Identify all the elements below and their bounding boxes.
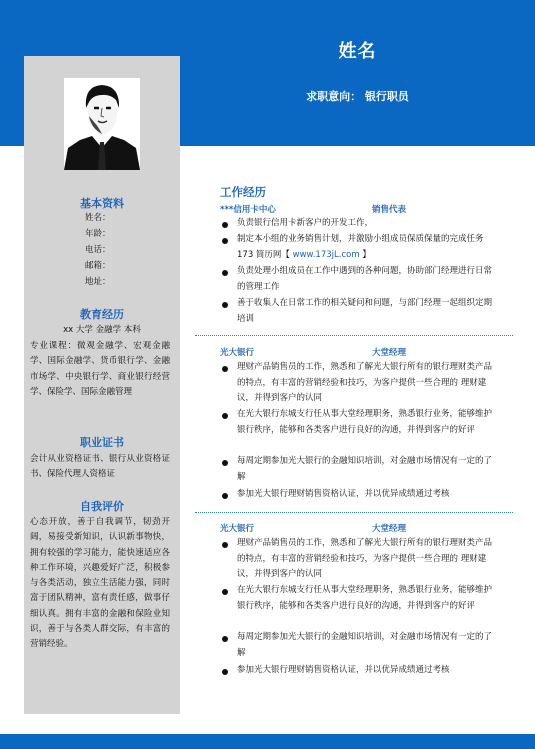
job-duty: 在光大银行东城支行任从事大堂经理职务，熟悉银行业务，能够维护银行秩序，能够和各类客户进行良好的沟通，并得到客户的好评	[237, 585, 493, 611]
profile-photo	[64, 78, 140, 170]
bullet	[222, 302, 228, 308]
job-company: 光大银行	[220, 524, 255, 534]
footer-bar	[0, 734, 535, 749]
bullet	[222, 366, 228, 372]
job-duty: 负责处理小组成员在工作中遇到的各种问题，协助部门经理进行日常的管理工作	[237, 266, 493, 292]
candidate-name: 姓名	[338, 41, 377, 62]
bullet	[222, 413, 228, 419]
job-position: 销售代表	[372, 205, 407, 215]
job-duty: 每周定期参加光大银行的金融知识培训，对金融市场情况有一定的了解	[237, 632, 493, 658]
bullet	[222, 636, 228, 642]
certificates-title: 职业证书	[80, 436, 124, 449]
education-title: 教育经历	[80, 308, 124, 321]
bullet	[222, 238, 228, 244]
email-field: 邮箱：	[85, 261, 111, 271]
job-duty: 制定本小组的业务销售计划，并激励小组成员保质保量的完成任务 173 简历网【 www.173jL.com 】	[237, 234, 484, 260]
address-field: 地址：	[85, 277, 111, 287]
basic-info-title: 基本资料	[80, 197, 124, 210]
portrait-image	[64, 78, 140, 170]
self-eval-title: 自我评价	[80, 500, 124, 513]
section-divider	[195, 512, 513, 513]
bullet	[222, 270, 228, 276]
job-position: 大堂经理	[372, 524, 407, 534]
bullet	[222, 589, 228, 595]
section-divider	[195, 335, 513, 336]
job-duty: 参加光大银行理财销售资格认证，并以优异成绩通过考核	[237, 489, 450, 499]
work-experience-title: 工作经历	[220, 185, 266, 199]
job-duty: 参加光大银行理财销售资格认证，并以优异成绩通过考核	[237, 665, 450, 675]
job-intent	[180, 88, 535, 104]
job-duty: 负责银行信用卡新客户的开发工作，	[237, 218, 374, 228]
job-duty: 每周定期参加光大银行的金融知识培训，对金融市场情况有一定的了解	[237, 456, 493, 482]
education-courses: 专业课程：微观金融学、宏观金融学、国际金融学、货币银行学、金融市场学、中央银行学、商业银行经营学、保险学、国际金融管理	[30, 341, 170, 397]
job-duty: 善于收集人在日常工作的相关疑问和问题，与部门经理一起组织定期培训	[237, 298, 493, 324]
job-intent-label: 求职意向：	[306, 90, 362, 103]
job-duty: 在光大银行东城支行任从事大堂经理职务，熟悉银行业务，能够维护银行秩序，能够和各类客户进行良好的沟通，并得到客户的好评	[237, 409, 493, 435]
bullet	[222, 493, 228, 499]
certificates-text: 会计从业资格证书、银行从业资格证书、保险代理人资格证	[30, 454, 170, 480]
job-company: 光大银行	[220, 348, 255, 358]
bullet	[222, 669, 228, 675]
job-position: 大堂经理	[372, 348, 407, 358]
name-field: 姓名：	[85, 213, 111, 223]
job-intent-value: 银行职员	[364, 90, 409, 103]
website-link[interactable]: www.173jL.com	[292, 249, 360, 260]
self-eval-text: 心态开放，善于自我调节，韧劲开阔，易接受新知识，认识新事物快，拥有较强的学习能力，能快速适应各种工作环境，兴趣爱好广泛，积极参与各类活动，独立生活能力强，同时富于团队精神，富有责任感，做事仔细认真。拥有丰富的金融和保险业知识，善于与各类人群交际，有丰富的营销经验。	[30, 517, 170, 650]
phone-field: 电话：	[85, 245, 111, 255]
job-duty: 理财产品销售员的工作，熟悉和了解光大银行所有的银行理财类产品的特点，有丰富的营销经验和技巧，为客户提供一些合理的 理财建议，并得到客户的认同	[237, 362, 493, 403]
bullet	[222, 222, 228, 228]
job-duty: 理财产品销售员的工作，熟悉和了解光大银行所有的银行理财类产品的特点，有丰富的营销经验和技巧，为客户提供一些合理的 理财建议，并得到客户的认同	[237, 538, 493, 579]
education-degree: xx 大学 金融学 本科	[63, 325, 141, 335]
bullet	[222, 542, 228, 548]
age-field: 年龄：	[85, 229, 111, 239]
job-company: ***信用卡中心	[220, 205, 276, 215]
bullet	[222, 460, 228, 466]
